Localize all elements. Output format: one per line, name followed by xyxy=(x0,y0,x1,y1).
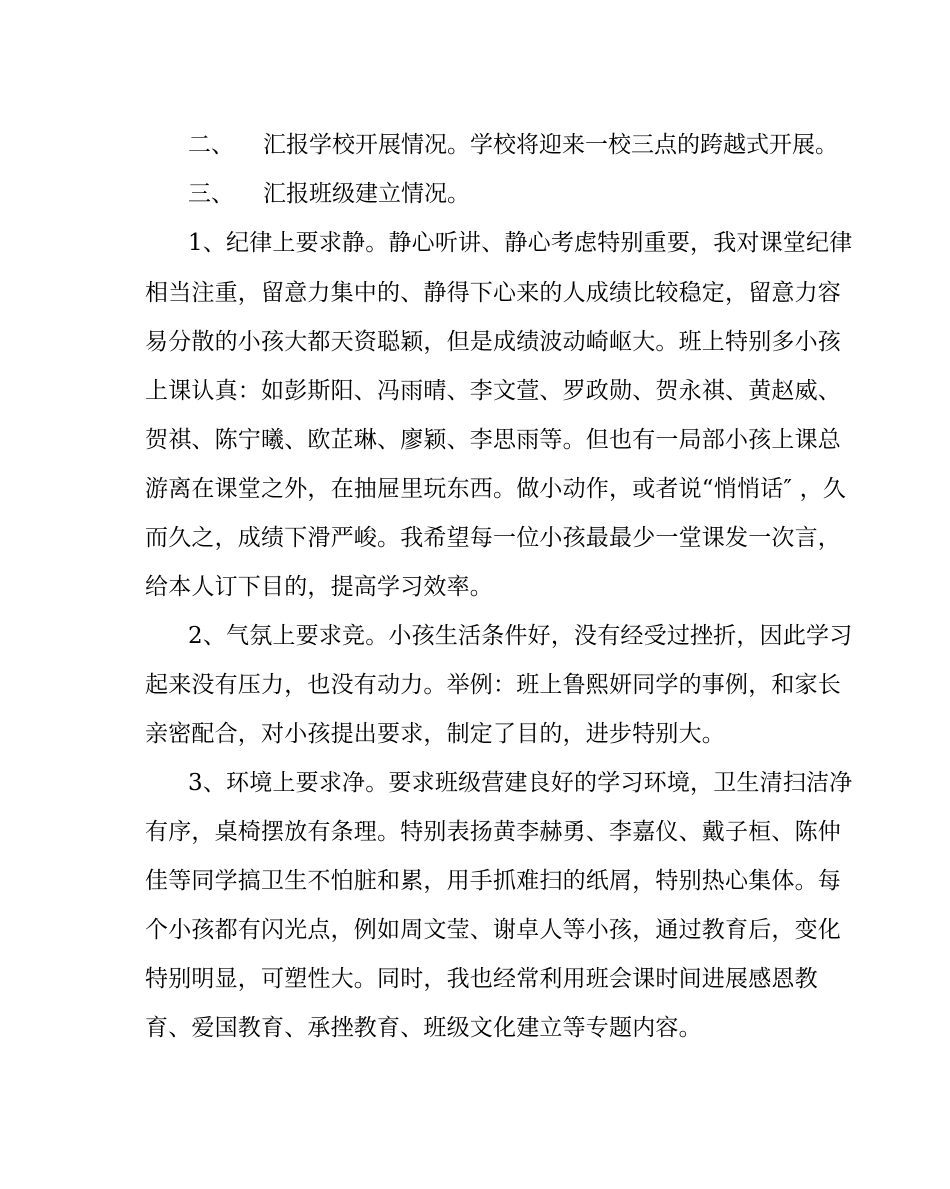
heading-3-text: 汇报班级建立情况。 xyxy=(263,181,470,207)
paragraph-line: 贺祺、陈宁曦、欧芷琳、廖颖、李思雨等。但也有一局部小孩上课总 xyxy=(145,427,841,453)
heading-3-number: 三、 xyxy=(188,181,234,207)
heading-2-text: 汇报学校开展情况。学校将迎来一校三点的跨越式开展。 xyxy=(263,132,838,158)
paragraph-line: 3、环境上要求净。要求班级营建良好的学习环境，卫生清扫洁净 xyxy=(188,770,853,796)
paragraph-line: 相当注重，留意力集中的、静得下心来的人成绩比较稳定，留意力容 xyxy=(145,280,841,306)
paragraph-line: 育、爱国教育、承挫教育、班级文化建立等专题内容。 xyxy=(145,1015,702,1041)
heading-2-number: 二、 xyxy=(188,132,234,158)
paragraph-line: 佳等同学搞卫生不怕脏和累，用手抓难扫的纸屑，特别热心集体。每 xyxy=(145,868,841,894)
paragraph-line: 上课认真：如彭斯阳、冯雨晴、李文萱、罗政勋、贺永祺、黄赵威、 xyxy=(145,378,841,404)
paragraph-line: 有序，桌椅摆放有条理。特别表扬黄李赫勇、李嘉仪、戴子桓、陈仲 xyxy=(145,819,841,845)
paragraph-line: 个小孩都有闪光点，例如周文莹、谢卓人等小孩，通过教育后，变化 xyxy=(145,917,841,943)
paragraph-line: 2、气氛上要求竞。小孩生活条件好，没有经受过挫折，因此学习 xyxy=(188,623,853,649)
paragraph-line: 1、纪律上要求静。静心听讲、静心考虑特别重要，我对课堂纪律 xyxy=(188,230,853,256)
paragraph-line: 亲密配合，对小孩提出要求，制定了目的，进步特别大。 xyxy=(145,721,725,747)
paragraph-line: 起来没有压力，也没有动力。举例：班上鲁熙妍同学的事例，和家长 xyxy=(145,672,841,698)
paragraph-line: 易分散的小孩大都天资聪颖，但是成绩波动崎岖大。班上特别多小孩 xyxy=(145,329,841,355)
paragraph-line: 而久之，成绩下滑严峻。我希望每一位小孩最最少一堂课发一次言， xyxy=(145,525,841,551)
paragraph-line: 游离在课堂之外，在抽屉里玩东西。做小动作，或者说“悄悄话″ ，久 xyxy=(145,476,847,502)
paragraph-line: 特别明显，可塑性大。同时，我也经常利用班会课时间进展感恩教 xyxy=(145,966,818,992)
paragraph-line: 给本人订下目的，提高学习效率。 xyxy=(145,574,493,600)
